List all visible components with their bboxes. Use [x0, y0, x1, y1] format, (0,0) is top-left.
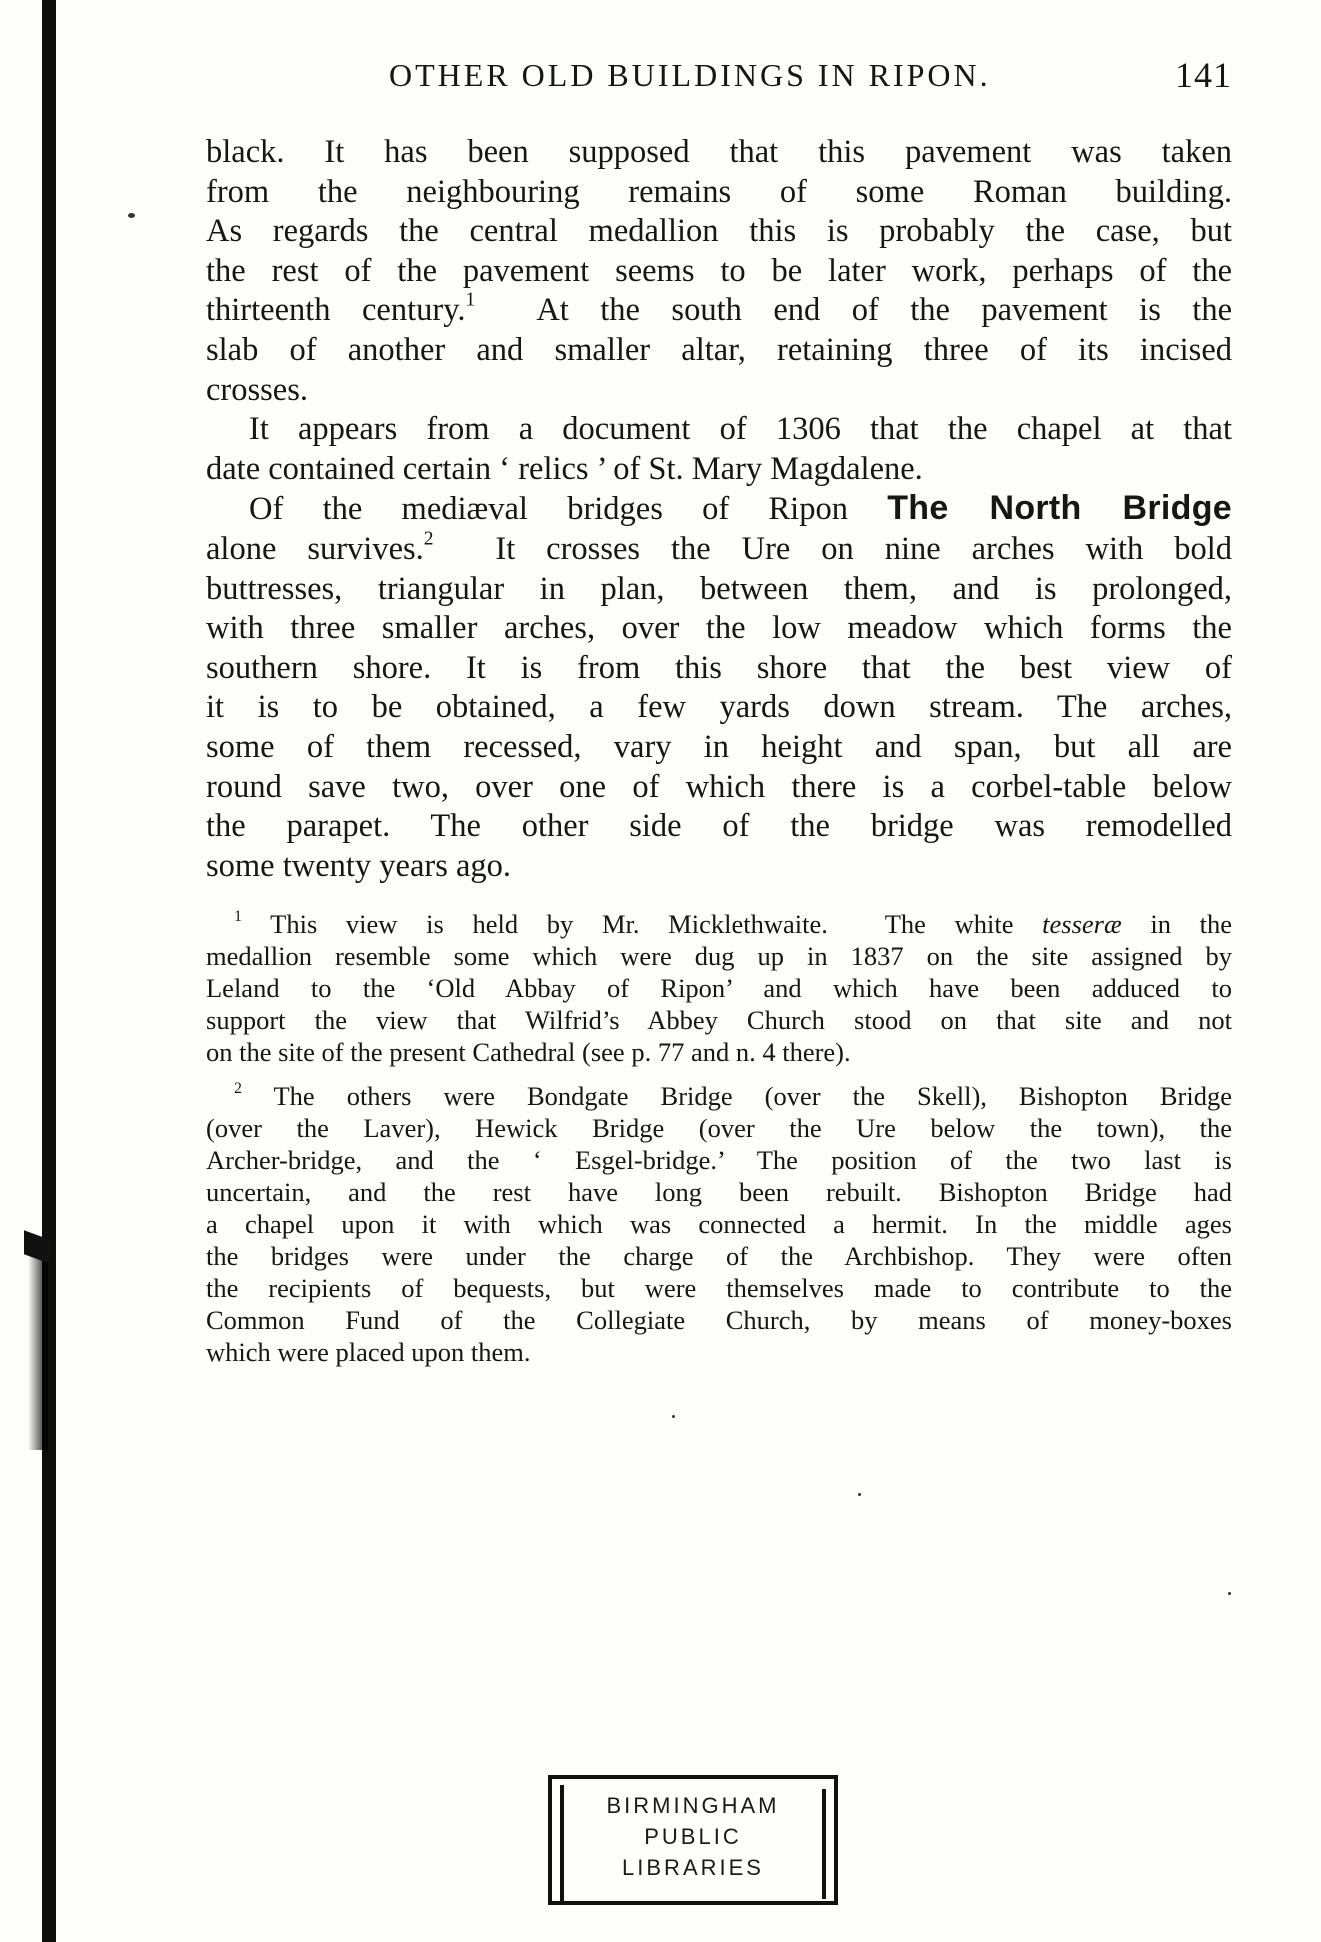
text-fragment: The others were Bondgate Bridge (over the Skell), Bishopton Bridge — [241, 1081, 1232, 1111]
text-fragment: thirteenth century. — [206, 292, 466, 329]
footnote-marker: 2 — [234, 1080, 242, 1098]
paragraph-pavement — [206, 133, 1232, 410]
footnote-ref: 1 — [465, 289, 476, 311]
footnote-gap — [206, 1068, 1232, 1080]
page-number: 141 — [1175, 55, 1232, 95]
text-line: with three smaller arches, over the low meadow which forms the — [206, 610, 1232, 647]
text-line: slab of another and smaller altar, retaining three of its incised — [206, 331, 1232, 368]
footnote-line: on the site of the present Cathedral (see p. 77 and n. 4 there). — [206, 1037, 851, 1067]
footnote-line: the recipients of bequests, but were themselves made to contribute to the — [206, 1273, 1232, 1303]
text-line — [206, 530, 1232, 570]
text-line — [206, 489, 1232, 530]
footnote-line: medallion resemble some which were dug up in 1837 on the site assigned by — [206, 941, 1232, 971]
footnote-line: Leland to the ‘Old Abbay of Ripon’ and which have been adduced to — [206, 973, 1232, 1003]
text-fragment: It crosses the Ure on nine arches with bold — [433, 530, 1232, 567]
footnote-marker: 1 — [234, 908, 242, 926]
paragraph-relics — [206, 410, 1232, 489]
text-fragment: alone survives. — [206, 530, 424, 567]
text-line: southern shore. It is from this shore that the best view of — [206, 649, 1232, 686]
running-head-title: OTHER OLD BUILDINGS IN RIPON. — [389, 57, 991, 93]
footnote-ref: 2 — [423, 528, 434, 550]
footnote-line: a chapel upon it with which was connected a hermit. In the middle ages — [206, 1209, 1232, 1239]
text-fragment: Of the mediæval bridges of Ripon — [249, 491, 888, 528]
footnote-line — [206, 1080, 1232, 1112]
text-line: date contained certain ‘ relics ’ of St. Mary Magdalene. — [206, 450, 923, 487]
text-fragment: in the — [1121, 909, 1232, 939]
text-line: the parapet. The other side of the bridge was remodelled — [206, 808, 1232, 845]
text-line: the rest of the pavement seems to be later work, perhaps of the — [206, 252, 1232, 289]
text-line: some of them recessed, vary in height and span, but all are — [206, 728, 1232, 765]
text-line: some twenty years ago. — [206, 847, 512, 884]
text-line: As regards the central medallion this is probably the case, but — [206, 213, 1232, 250]
footnotes — [206, 908, 1232, 1368]
text-fragment: This view is held by Mr. Micklethwaite. The white — [241, 909, 1043, 939]
stamp-line: LIBRARIES — [622, 1855, 764, 1880]
text-fragment: At the south end of the pavement is the — [475, 292, 1232, 329]
running-head — [206, 52, 1232, 98]
text-line: buttresses, triangular in plan, between them, and is prolonged, — [206, 570, 1232, 607]
text-line — [206, 291, 1232, 331]
text-line: It appears from a document of 1306 that the chapel at that — [249, 411, 1232, 448]
library-stamp — [548, 1775, 838, 1905]
footnote-line: (over the Laver), Hewick Bridge (over the Ure below the town), the — [206, 1113, 1232, 1143]
text-line: round save two, over one of which there is a corbel-table below — [206, 768, 1232, 805]
text-line: black. It has been supposed that this pavement was taken — [206, 134, 1232, 170]
speck — [672, 1415, 675, 1418]
footnote-line: Common Fund of the Collegiate Church, by means of money-boxes — [206, 1305, 1232, 1335]
footnote-line: Archer-bridge, and the ‘ Esgel-bridge.’ The position of the two last is — [206, 1145, 1232, 1175]
footnote-1 — [206, 908, 1232, 1068]
speck — [128, 213, 135, 218]
binding-edge — [42, 0, 56, 1942]
footnote-line: which were placed upon them. — [206, 1337, 531, 1367]
binding-shadow — [28, 1250, 48, 1450]
section-heading: The North Bridge — [887, 489, 1232, 528]
speck — [1228, 1592, 1231, 1595]
text-line: from the neighbouring remains of some Roman building. — [206, 173, 1232, 210]
stamp-line: PUBLIC — [644, 1824, 742, 1849]
footnote-line: the bridges were under the charge of the Archbishop. They were often — [206, 1241, 1232, 1271]
body-text — [206, 133, 1232, 886]
stamp-line: BIRMINGHAM — [606, 1793, 780, 1818]
text-line: it is to be obtained, a few yards down stream. The arches, — [206, 689, 1232, 726]
text-line: crosses. — [206, 371, 308, 408]
footnote-line: uncertain, and the rest have long been rebuilt. Bishopton Bridge had — [206, 1177, 1232, 1207]
italic-term: tesseræ — [1042, 909, 1122, 939]
footnote-2 — [206, 1080, 1232, 1368]
speck — [858, 1493, 861, 1496]
footnote-line — [206, 908, 1232, 940]
paragraph-north-bridge — [206, 489, 1232, 886]
footnote-line: support the view that Wilfrid’s Abbey Church stood on that site and not — [206, 1005, 1232, 1035]
